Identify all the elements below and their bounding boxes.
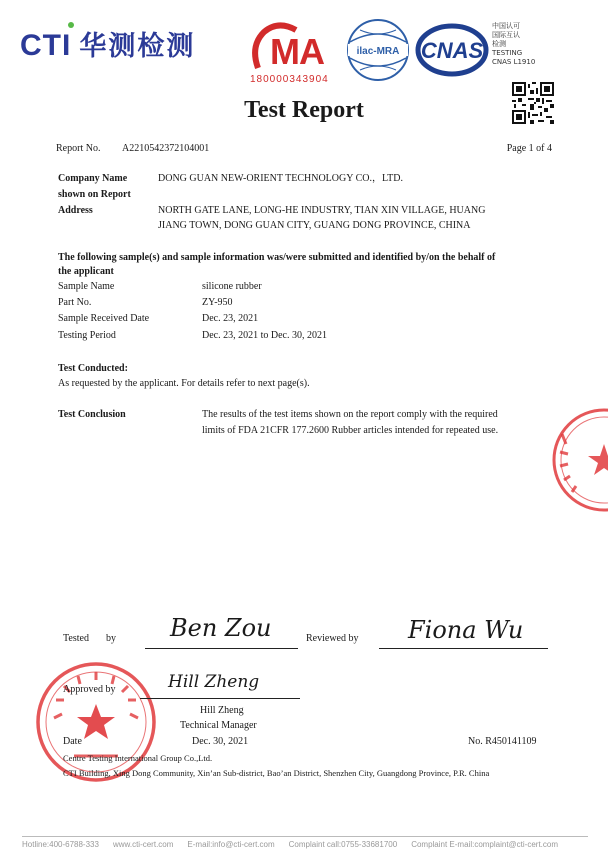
address-line-2: JIANG TOWN, DONG GUAN CITY, GUANG DONG PROVINCE, CHINA xyxy=(158,220,471,231)
footer-contact-bar xyxy=(22,840,558,849)
reviewed-signature: Fiona Wu xyxy=(408,616,524,644)
company-name-label-2: shown on Report xyxy=(58,189,131,200)
tested-signature-line xyxy=(145,648,298,649)
footer-hotline: Hotline:400-6788-333 xyxy=(22,840,99,849)
sample-field-value: Dec. 23, 2021 xyxy=(202,313,259,324)
company-name-label-1: Company Name xyxy=(58,173,128,184)
cnas-side-line: 中国认可 xyxy=(492,22,520,30)
inspection-stamp-right xyxy=(548,404,608,516)
test-conducted-heading: Test Conducted: xyxy=(58,363,128,374)
cnas-side-line: CNAS L1910 xyxy=(492,58,536,66)
sample-intro-line-2: the applicant xyxy=(58,266,114,277)
report-number-value: A2210542372104001 xyxy=(122,143,210,154)
cma-number: 180000343904 xyxy=(250,74,329,85)
footer-website-link[interactable]: www.cti-cert.com xyxy=(112,840,174,849)
tested-by-label: by xyxy=(106,633,116,644)
tested-signature: Ben Zou xyxy=(170,614,272,642)
report-title: Test Report xyxy=(244,97,364,123)
reviewed-label: Reviewed by xyxy=(306,633,359,644)
tested-label: Tested xyxy=(63,633,89,644)
report-serial-number: No. R450141109 xyxy=(468,736,537,747)
page-indicator: Page 1 of 4 xyxy=(506,143,552,154)
cnas-logo-text: CNAS xyxy=(420,38,484,63)
sample-field-label: Testing Period xyxy=(58,330,116,341)
address-line-1: NORTH GATE LANE, LONG-HE INDUSTRY, TIAN XIN VILLAGE, HUANG xyxy=(158,205,486,216)
cnas-side-text xyxy=(492,22,535,67)
conclusion-line-1: The results of the test items shown on the report comply with the required xyxy=(202,409,498,420)
company-footer-line-1: Centre Testing International Group Co.,Ltd. xyxy=(63,753,213,763)
cnas-logo xyxy=(414,22,490,78)
approved-by-label: Approved by xyxy=(63,684,116,695)
sample-field-label: Sample Received Date xyxy=(58,313,150,324)
approved-signature: Hill Zheng xyxy=(168,672,260,692)
footer-complaint-call: Complaint call:0755-33681700 xyxy=(288,840,398,849)
cma-logo-text: MA xyxy=(270,31,324,72)
cma-logo xyxy=(248,22,340,74)
conclusion-label: Test Conclusion xyxy=(58,409,126,420)
cnas-side-line: TESTING xyxy=(492,49,523,57)
approved-signature-line xyxy=(140,698,300,699)
report-number-label: Report No. xyxy=(56,143,101,154)
company-footer-line-2: CTI Building, Xing Dong Community, Xin’an Sub-district, Bao’an District, Shenzhen City, Guangdong Province, P.R. China xyxy=(63,768,490,778)
company-stamp-left xyxy=(34,660,158,784)
footer-email-link[interactable]: E-mail:info@cti-cert.com xyxy=(187,840,275,849)
cti-logo-dot xyxy=(68,22,74,28)
cnas-side-line: 检测 xyxy=(492,40,506,48)
ilac-mra-text: ilac-MRA xyxy=(356,46,400,57)
footer-divider xyxy=(22,836,588,837)
date-value: Dec. 30, 2021 xyxy=(192,736,249,747)
cnas-side-line: 国际互认 xyxy=(492,31,520,39)
address-label: Address xyxy=(58,205,93,216)
cti-logo-chinese: 华测检测 xyxy=(79,31,196,62)
date-label: Date xyxy=(63,736,82,747)
conclusion-line-2: limits of FDA 21CFR 177.2600 Rubber articles intended for repeated use. xyxy=(202,425,499,436)
approver-name: Hill Zheng xyxy=(200,705,244,716)
sample-field-label: Sample Name xyxy=(58,281,115,292)
sample-intro-line-1: The following sample(s) and sample information was/were submitted and identified by/on the behalf of xyxy=(58,252,496,263)
ilac-mra-logo xyxy=(346,18,410,82)
cti-logo xyxy=(20,24,220,70)
sample-field-value: Dec. 23, 2021 to Dec. 30, 2021 xyxy=(202,330,327,341)
reviewed-signature-line xyxy=(379,648,548,649)
approver-title: Technical Manager xyxy=(180,720,257,731)
sample-field-value: silicone rubber xyxy=(202,281,262,292)
sample-field-label: Part No. xyxy=(58,297,92,308)
company-name-value: DONG GUAN NEW-ORIENT TECHNOLOGY CO.，LTD. xyxy=(158,173,403,184)
sample-field-value: ZY-950 xyxy=(202,297,233,308)
cti-logo-text: CTI xyxy=(20,29,72,62)
footer-complaint-email-link[interactable]: Complaint E-mail:complaint@cti-cert.com xyxy=(411,840,559,849)
test-conducted-text: As requested by the applicant. For details refer to next page(s). xyxy=(58,378,310,389)
